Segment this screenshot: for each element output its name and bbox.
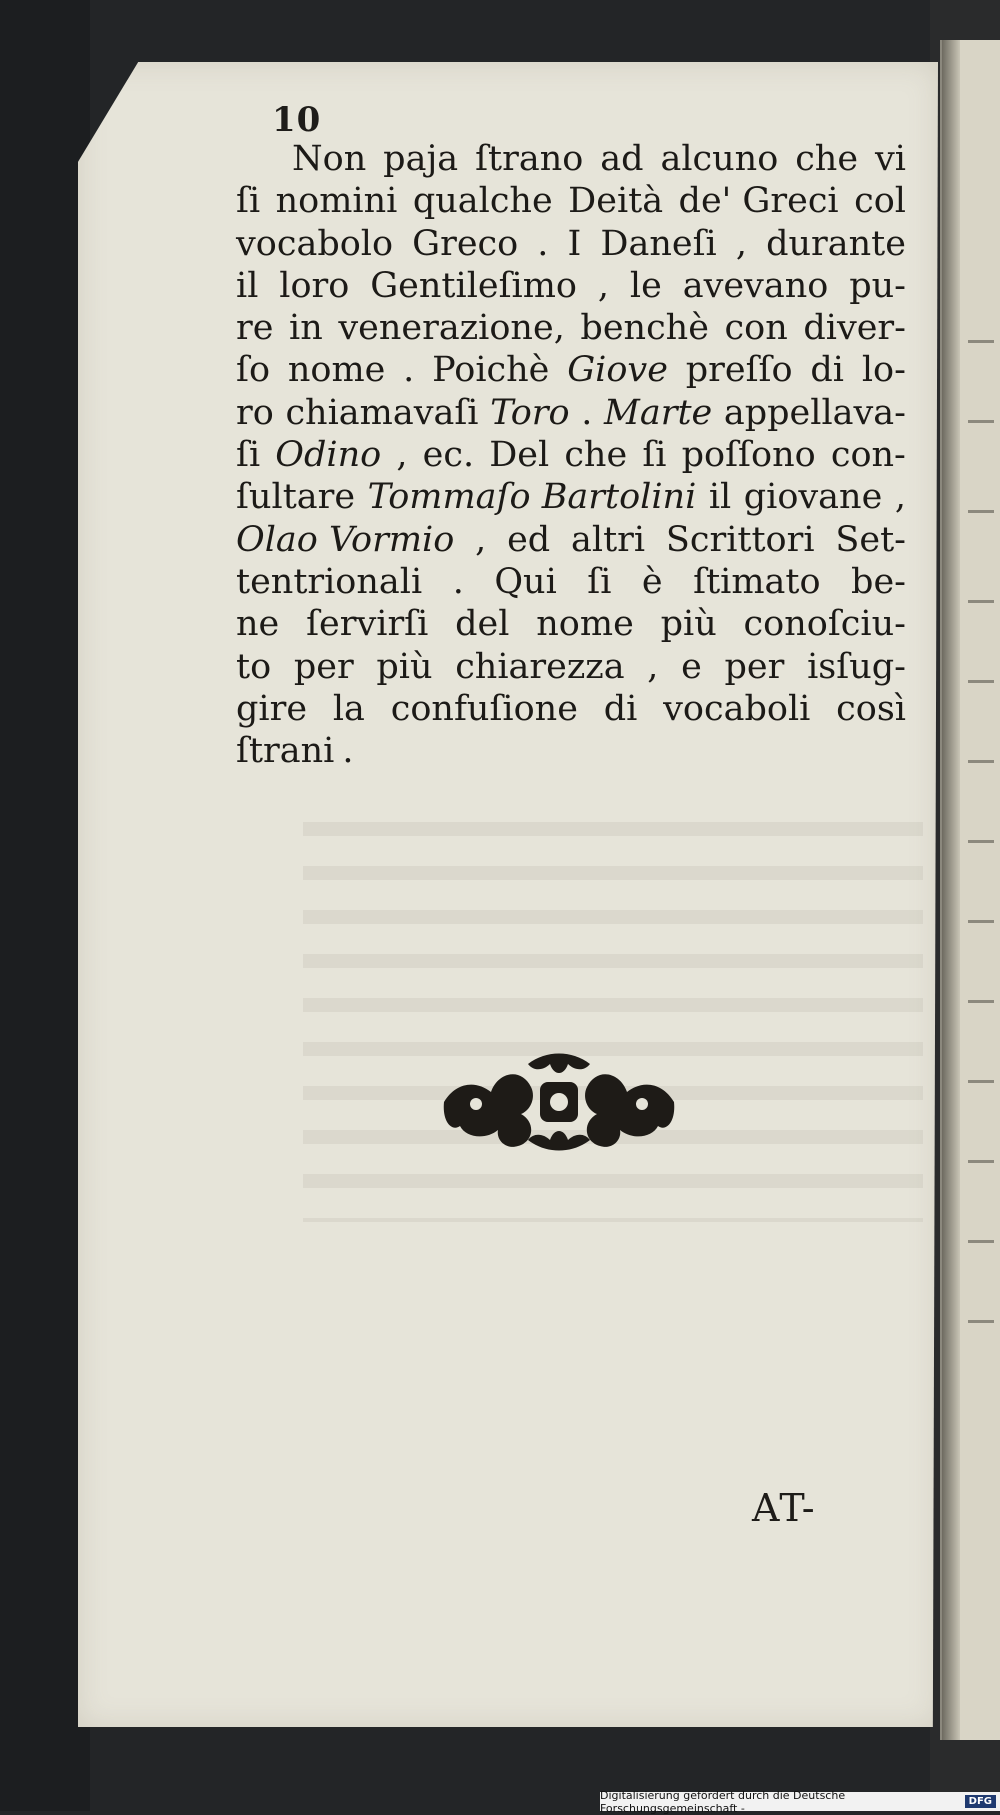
- page-gutter-shadow: [942, 40, 960, 1740]
- bleed-line: [968, 1080, 994, 1083]
- bleed-line: [968, 1160, 994, 1163]
- dfg-logo: DFG: [965, 1795, 996, 1808]
- word: Poichè: [432, 350, 550, 391]
- word: ,: [894, 477, 906, 518]
- show-through-text: [303, 822, 923, 1222]
- text-line: [236, 561, 906, 603]
- word: qualche: [412, 181, 553, 222]
- bleed-line: [968, 1000, 994, 1003]
- word: venerazione,: [338, 308, 565, 349]
- word: chiamavaſi: [285, 392, 479, 433]
- word: ro: [236, 392, 274, 433]
- word: di: [810, 350, 844, 391]
- word: appellava-: [723, 392, 906, 433]
- word: paja: [383, 139, 459, 179]
- word: gire: [236, 688, 308, 729]
- word: vocabolo: [236, 223, 394, 264]
- text-line: [236, 646, 906, 688]
- word: ſi: [236, 435, 261, 476]
- word: diver-: [803, 308, 906, 349]
- page-number: 10: [272, 100, 322, 140]
- word: di: [603, 688, 638, 729]
- ornament-top-scroll: [528, 1054, 590, 1074]
- ornament-bottom-scroll: [528, 1131, 590, 1151]
- word: ſi: [587, 561, 612, 602]
- word: vocaboli: [663, 688, 811, 729]
- word: più: [660, 604, 717, 645]
- text-line: [236, 476, 906, 518]
- ornament-right-leaf: [585, 1074, 674, 1147]
- word: Non: [292, 139, 367, 179]
- word: be-: [851, 561, 906, 602]
- word: ec.: [422, 435, 475, 476]
- digitization-credit: Digitalisierung gefördert durch die Deutsche Forschungsgemeinschaft -: [600, 1788, 846, 1815]
- word: e: [681, 646, 702, 687]
- word: benchè: [580, 308, 709, 349]
- word: conoſciu-: [743, 604, 906, 645]
- scan-background-left: [0, 0, 90, 1811]
- word: per: [293, 646, 354, 687]
- word: Giove: [567, 350, 668, 391]
- text-line: [236, 307, 906, 349]
- word: ne: [236, 604, 280, 645]
- printer-ornament: [436, 1042, 682, 1162]
- bleed-line: [968, 920, 994, 923]
- word: che: [795, 139, 859, 179]
- word: .: [403, 350, 415, 391]
- word: ſultare: [236, 477, 356, 518]
- text-line: [236, 180, 906, 222]
- text-line: [236, 138, 906, 180]
- word: il: [236, 265, 259, 306]
- word: con: [724, 308, 788, 349]
- text-line: [236, 603, 906, 645]
- bleed-line: [968, 840, 994, 843]
- word: ſtrano: [475, 139, 584, 179]
- word: Greco: [412, 223, 519, 264]
- word: alcuno: [660, 139, 779, 179]
- word: Gentileſimo: [370, 265, 578, 306]
- word: Marte: [604, 392, 713, 433]
- word: il: [708, 477, 732, 518]
- word: vi: [874, 139, 906, 179]
- word: ad: [600, 139, 644, 179]
- word: poſſono: [681, 435, 816, 476]
- word: de' Greci: [678, 181, 839, 222]
- word: ſo: [236, 350, 271, 391]
- word: loro: [279, 265, 350, 306]
- word: confuſione: [390, 688, 578, 729]
- text-line: [236, 265, 906, 307]
- word: Set-: [835, 519, 906, 560]
- word: del: [455, 604, 510, 645]
- text-line: [236, 688, 906, 730]
- word: ſervirſi: [306, 604, 429, 645]
- word: ed: [507, 519, 551, 560]
- word: che: [564, 435, 628, 476]
- word: Deità: [568, 181, 664, 222]
- word: col: [854, 181, 906, 222]
- word: nome: [287, 350, 386, 391]
- word: ſtimato: [693, 561, 821, 602]
- word: lo-: [861, 350, 906, 391]
- word: isſug-: [807, 646, 906, 687]
- word: tentrionali: [236, 561, 423, 602]
- word: nomini: [275, 181, 398, 222]
- catchword: AT-: [752, 1486, 817, 1530]
- bleed-line: [968, 680, 994, 683]
- word: avevano: [682, 265, 829, 306]
- text-line: [236, 392, 906, 434]
- word: .: [342, 731, 354, 772]
- bleed-line: [968, 1240, 994, 1243]
- word: ,: [735, 223, 747, 264]
- word: per: [724, 646, 785, 687]
- word: la: [332, 688, 365, 729]
- word: ſi: [236, 181, 261, 222]
- word: in: [289, 308, 323, 349]
- word: Odino: [275, 435, 382, 476]
- word: .: [537, 223, 549, 264]
- word: .: [581, 392, 593, 433]
- word: Olao Vormio: [236, 519, 455, 560]
- word: Scrittori: [665, 519, 815, 560]
- word: giovane: [743, 477, 883, 518]
- word: ſtrani: [236, 731, 335, 772]
- text-line: [236, 730, 906, 772]
- bleed-line: [968, 420, 994, 423]
- bleed-line: [968, 1320, 994, 1323]
- word: con-: [830, 435, 906, 476]
- word: Toro: [490, 392, 570, 433]
- bleed-line: [968, 600, 994, 603]
- word: durante: [766, 223, 906, 264]
- word: così: [836, 688, 906, 729]
- word: Daneſi: [600, 223, 717, 264]
- word: altri: [571, 519, 646, 560]
- word: è: [641, 561, 663, 602]
- ornament-left-leaf: [444, 1074, 533, 1147]
- word: ,: [475, 519, 487, 560]
- bleed-line: [968, 340, 994, 343]
- word: ſi: [642, 435, 667, 476]
- word: più: [376, 646, 433, 687]
- word: Qui: [494, 561, 557, 602]
- text-line: [236, 349, 906, 391]
- word: chiarezza: [455, 646, 625, 687]
- word: .: [452, 561, 464, 602]
- body-text: [236, 138, 906, 772]
- bleed-line: [968, 510, 994, 513]
- word: ,: [597, 265, 610, 306]
- digitization-credit-bar: [600, 1788, 1000, 1815]
- word: I: [567, 223, 582, 264]
- word: le: [629, 265, 662, 306]
- word: preſſo: [685, 350, 793, 391]
- word: ,: [396, 435, 408, 476]
- ornament-center-hole: [550, 1093, 568, 1111]
- word: Del: [489, 435, 550, 476]
- text-line: [236, 223, 906, 265]
- text-line: [236, 519, 906, 561]
- word: pu-: [849, 265, 906, 306]
- bleed-line: [968, 760, 994, 763]
- text-line: [236, 434, 906, 476]
- word: ,: [647, 646, 659, 687]
- word: re: [236, 308, 274, 349]
- adjacent-page-edge: [940, 40, 1000, 1740]
- word: to: [236, 646, 272, 687]
- word: nome: [536, 604, 634, 645]
- word: Tommaſo Bartolini: [367, 477, 697, 518]
